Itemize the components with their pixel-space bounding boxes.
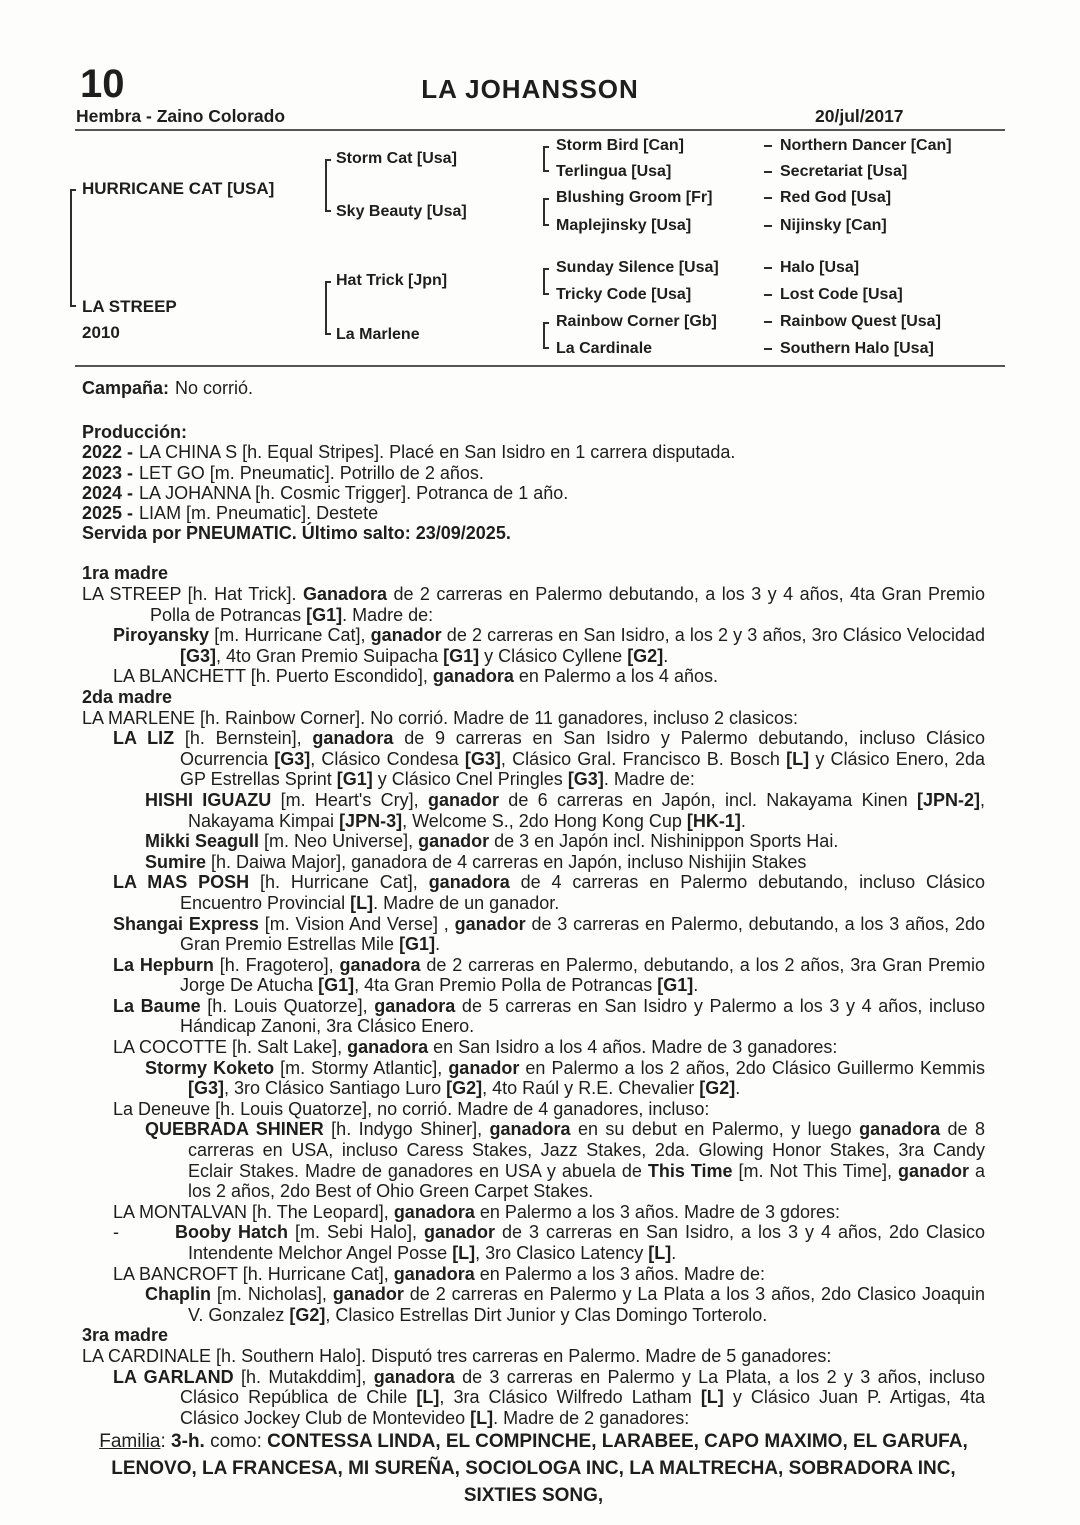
bold-text: [G1] — [336, 769, 373, 790]
bold-text: [G1] — [318, 975, 355, 996]
text: de 2 carreras en Palermo debutando, a los 3 y 4 años, 4ta Gran Premio Polla de Potrancas — [150, 584, 985, 625]
dam-lines-block — [82, 563, 985, 1428]
text: de 8 carreras en USA, incluso Caress Stakes, Jazz Stakes, 2da. Glowing Honor Stakes, 3ra Candy Eclair Stakes. Madre de ganadores en USA y abuela de — [188, 1119, 985, 1181]
text: . — [291, 523, 302, 544]
text: . — [663, 645, 669, 666]
bold-text: La Baume — [113, 995, 201, 1016]
ancestor-name: Lost Code [Usa] — [780, 286, 903, 303]
pedigree-divider-rule — [75, 365, 1005, 367]
production-entry — [82, 442, 985, 462]
bold-text: Stormy Koketo — [145, 1057, 275, 1078]
ancestor-name: La Cardinale — [556, 340, 653, 357]
bold-text: Sumire — [145, 851, 207, 872]
text: , Clasico Estrellas Dirt Junior y Clas Domingo Torterolo. — [325, 1304, 768, 1325]
text: , 4ta Gran Premio Polla de Potrancas — [354, 975, 658, 996]
horse-entry — [82, 1058, 985, 1099]
bold-text: [G2] — [627, 645, 664, 666]
bold-text: [G1] — [657, 975, 694, 996]
text: [m. Neo Universe], — [259, 831, 419, 852]
text: La Deneuve [h. Louis Quatorze], no corrió. Madre de 4 ganadores, incluso: — [113, 1098, 710, 1119]
text: . Madre de: — [342, 604, 434, 625]
bold-text: [G3] — [180, 645, 216, 666]
text: LA MONTALVAN [h. The Leopard], — [113, 1201, 394, 1222]
text: . — [740, 810, 746, 831]
text: LA MARLENE [h. Rainbow Corner]. No corrió. Madre de 11 ganadores, incluso 2 clasicos: — [82, 707, 799, 728]
ancestor-name: Storm Bird [Can] — [556, 137, 684, 154]
bold-text: Servida por — [82, 523, 187, 544]
text: . Madre de 2 ganadores: — [493, 1407, 690, 1428]
text: de 9 carreras en San Isidro y Palermo debutando, incluso Clásico Ocurrencia — [180, 728, 985, 769]
bold-text: 3-h. — [171, 1431, 205, 1453]
text: como: — [204, 1431, 268, 1453]
bold-text: ganadora — [859, 1119, 941, 1140]
birth-date: 20/jul/2017 — [815, 106, 904, 126]
text: , 3ra Clásico Wilfredo Latham — [439, 1387, 701, 1408]
text: LA COCOTTE [h. Salt Lake], — [113, 1037, 348, 1058]
page-title: LA JOHANSSON — [421, 74, 639, 104]
text: . — [735, 1078, 741, 1099]
ancestor-name: Terlingua [Usa] — [556, 163, 672, 180]
dam-year: 2010 — [82, 323, 120, 342]
text: de 2 carreras en Palermo, debutando, a los 2 años, 3ra Gran Premio Jorge De Atucha — [180, 954, 986, 996]
pedigree-dash — [764, 294, 772, 296]
text: , 3ro Clasico Latency — [475, 1243, 649, 1264]
bold-text: [HK-1] — [686, 810, 741, 831]
bold-text: PNEUMATIC — [186, 523, 292, 544]
bold-text: ganador — [898, 1160, 970, 1181]
text: [m. Hurricane Cat], — [209, 625, 371, 646]
ancestor-name: Secretariat [Usa] — [780, 163, 908, 180]
text: LA BANCROFT [h. Hurricane Cat], — [113, 1263, 394, 1284]
text: . — [671, 1243, 677, 1264]
pedigree-dash — [764, 267, 772, 269]
text: en Palermo a los 4 años. — [513, 666, 718, 687]
sex-color-label: Hembra - Zaino Colorado — [76, 106, 286, 126]
ancestor-name: Northern Dancer [Can] — [780, 137, 952, 154]
pedigree-dash — [764, 321, 772, 323]
text: [m. Sebi Halo], — [288, 1222, 424, 1243]
bold-text: [G3] — [464, 748, 501, 769]
bold-text: [L] — [470, 1407, 494, 1428]
text: [h. Fragotero], — [213, 954, 340, 975]
horse-entry — [82, 1202, 985, 1223]
production-year: 2022 - — [82, 442, 134, 463]
text: . — [435, 934, 441, 955]
text: de 3 en Japón incl. Nishinippon Sports Hai. — [489, 831, 839, 852]
bold-text: LA MAS POSH — [113, 872, 250, 893]
bold-text: ganadora — [347, 1037, 429, 1058]
production-text: LIAM [m. Pneumatic]. Destete — [139, 503, 379, 524]
horse-entry — [82, 1264, 985, 1285]
bold-text: ganadora — [374, 995, 456, 1016]
text: de 6 carreras en Japón, incl. Nakayama Kinen — [499, 789, 917, 810]
ancestor-name: Sunday Silence [Usa] — [556, 259, 719, 276]
ancestor-name: Blushing Groom [Fr] — [556, 189, 713, 206]
ancestor-name: Rainbow Corner [Gb] — [556, 313, 717, 330]
pedigree-bracket — [325, 159, 331, 212]
text: , 4to Gran Premio Suipacha — [216, 645, 444, 666]
text: en Palermo a los 3 años. Madre de 3 gdores: — [474, 1201, 841, 1222]
horse-entry — [82, 914, 985, 955]
horse-entry — [82, 831, 985, 852]
text: , 4to Raúl y R.E. Chevalier — [482, 1078, 700, 1099]
production-year: 2024 - — [82, 482, 134, 503]
bold-text: La Hepburn — [113, 954, 214, 975]
bold-text: ganador — [370, 625, 442, 646]
text: LA CARDINALE [h. Southern Halo]. Disputó tres carreras en Palermo. Madre de 5 ganadores: — [82, 1345, 832, 1366]
text: [h. Louis Quatorze], — [200, 995, 375, 1016]
text: , Nakayama Kimpai — [188, 789, 985, 831]
bold-text: [G1] — [399, 934, 436, 955]
horse-entry — [82, 708, 985, 729]
horse-entry — [82, 728, 985, 790]
section-heading: 3ra madre — [82, 1325, 169, 1346]
bold-text: Último salto: 23/09/2025 — [301, 523, 506, 544]
bold-text: ganador — [423, 1222, 495, 1243]
horse-entry — [82, 1346, 985, 1367]
bold-text: [JPN-2] — [916, 789, 980, 810]
text: en Palermo a los 2 años, 2do Clásico Guillermo Kemmis — [519, 1057, 985, 1078]
section-heading: 2da madre — [82, 686, 173, 707]
horse-entry — [82, 790, 985, 831]
production-heading: Producción: — [82, 422, 188, 443]
text: en San Isidro a los 4 años. Madre de 3 ganadores: — [428, 1037, 838, 1058]
bold-text: QUEBRADA SHINER — [145, 1119, 324, 1140]
bold-text: ganador — [448, 1057, 520, 1078]
bold-text: [G1] — [443, 645, 480, 666]
horse-entry — [82, 666, 985, 687]
pedigree-bracket — [543, 146, 549, 172]
bold-text: ganadora — [373, 1366, 455, 1387]
pedigree-dash — [764, 145, 772, 147]
ancestor-name: La Marlene — [336, 326, 420, 343]
text: [m. Stormy Atlantic], — [274, 1057, 449, 1078]
text: LA STREEP [h. Hat Trick]. — [82, 584, 303, 605]
horse-entry — [82, 584, 985, 625]
ancestor-name: Halo [Usa] — [780, 259, 860, 276]
bold-text: [L] — [416, 1387, 440, 1408]
ancestor-name: Storm Cat [Usa] — [336, 150, 457, 167]
pedigree-dash — [764, 171, 772, 173]
bold-text: ganadora — [432, 666, 514, 687]
text: de 4 carreras en Palermo debutando, incluso Clásico Encuentro Provincial — [180, 872, 985, 913]
bold-text: This Time — [647, 1160, 733, 1181]
text: . — [505, 523, 511, 544]
horse-entry — [82, 1119, 985, 1201]
campaign-label: Campaña: — [82, 378, 170, 398]
text: y Clásico Cnel Pringles — [372, 769, 568, 790]
production-year: 2023 - — [82, 462, 134, 483]
text: , 3ro Clásico Santiago Luro — [224, 1078, 447, 1099]
ancestor-name: Red God [Usa] — [780, 189, 892, 206]
bold-text: LA LIZ — [113, 728, 175, 749]
text: . Madre de: — [603, 769, 695, 790]
bold-text: Ganadora — [302, 584, 387, 605]
bold-text: CONTESSA LINDA, EL COMPINCHE, LARABEE, CAPO MAXIMO, EL GARUFA, LENOVO, LA FRANCESA, MI SUREÑA, SOCIOLOGA INC, LA MALTRECHA, SOBRADORA INC, SIXTIES SONG, — [111, 1431, 968, 1507]
bold-text: Mikki Seagull — [145, 831, 260, 852]
bold-text: ganadora — [393, 1201, 475, 1222]
pedigree-bracket — [325, 281, 331, 335]
bold-text: [L] — [350, 892, 374, 913]
pedigree-dash — [764, 197, 772, 199]
ancestor-name: Sky Beauty [Usa] — [336, 203, 467, 220]
production-year: 2025 - — [82, 503, 134, 524]
bold-text: [L] — [786, 748, 810, 769]
bold-text: [L] — [700, 1387, 724, 1408]
ancestor-name: Nijinsky [Can] — [780, 217, 887, 234]
pedigree-bracket — [543, 198, 549, 226]
production-entries — [82, 442, 985, 523]
text: en Palermo a los 3 años. Madre de: — [474, 1263, 765, 1284]
bold-text: [L] — [648, 1243, 672, 1264]
bold-text: [L] — [452, 1243, 476, 1264]
text: [h. Mutakddim], — [233, 1366, 374, 1387]
text: y Clásico Juan P. Artigas, 4ta Clásico Jockey Club de Montevideo — [180, 1387, 985, 1428]
sire-name: HURRICANE CAT [USA] — [82, 179, 275, 198]
pedigree-dash — [764, 348, 772, 350]
text: de 3 carreras en San Isidro, a los 3 y 4 años, 2do Clasico Intendente Melchor Angel Posse — [188, 1222, 985, 1264]
bold-text: [G3] — [188, 1078, 224, 1099]
horse-entry — [82, 955, 985, 996]
text: en su debut en Palermo, y luego — [570, 1119, 860, 1140]
text: y Clásico Enero, 2da GP Estrellas Sprint — [180, 748, 985, 790]
horse-entry — [82, 1099, 985, 1120]
horse-entry — [82, 872, 985, 913]
bold-text: [G2] — [446, 1078, 483, 1099]
dam-name: LA STREEP — [82, 297, 177, 316]
page-number: 10 — [80, 62, 125, 106]
text: , Clásico Condesa — [310, 748, 465, 769]
bold-text: ganadora — [393, 1263, 475, 1284]
ancestor-name: Hat Trick [Jpn] — [336, 272, 448, 289]
ancestor-name: Rainbow Quest [Usa] — [780, 313, 941, 330]
horse-entry — [82, 1222, 985, 1263]
text: , Welcome S., 2do Hong Kong Cup — [402, 810, 687, 831]
production-text: LET GO [m. Pneumatic]. Potrillo de 2 años. — [139, 462, 484, 483]
bold-text: ganadora — [312, 728, 394, 749]
header-divider-rule — [75, 129, 1005, 131]
horse-entry — [82, 996, 985, 1037]
production-text: LA JOHANNA [h. Cosmic Trigger]. Potranca de 1 año. — [139, 482, 569, 503]
text: [m. Not This Time], — [732, 1160, 899, 1181]
bold-text: [G2] — [699, 1078, 736, 1099]
ancestor-name: Tricky Code [Usa] — [556, 286, 692, 303]
ancestor-name: Southern Halo [Usa] — [780, 340, 934, 357]
text: . — [693, 975, 699, 996]
text: [h. Bernstein], — [174, 728, 313, 749]
bold-text: [JPN-3] — [339, 810, 403, 831]
ancestor-name: Maplejinsky [Usa] — [556, 217, 692, 234]
section-heading: 1ra madre — [82, 563, 169, 584]
campaign-line — [82, 378, 985, 398]
bold-text: ganador — [454, 913, 526, 934]
production-entry — [82, 503, 985, 523]
horse-entry — [82, 625, 985, 666]
text: de 2 carreras en Palermo y La Plata a los 3 años, 2do Clasico Joaquin V. Gonzalez — [188, 1284, 986, 1325]
text: de 2 carreras en San Isidro, a los 2 y 3 años, 3ro Clásico Velocidad — [441, 625, 985, 646]
bold-text: HISHI IGUAZU — [145, 789, 272, 810]
text: : — [160, 1431, 172, 1453]
text: [m. Heart's Cry], — [271, 789, 428, 810]
text: a los 2 años, 2do Best of Ohio Green Carpet Stakes. — [188, 1160, 986, 1202]
pedigree-bracket — [543, 268, 549, 295]
text: [h. Hurricane Cat], — [249, 872, 429, 893]
bold-text: ganadora — [489, 1119, 571, 1140]
pedigree-bracket — [543, 322, 549, 349]
bold-text: Booby Hatch — [175, 1222, 288, 1243]
horse-entry — [82, 1284, 985, 1325]
served-line — [82, 523, 985, 543]
bold-text: ganador — [332, 1284, 404, 1305]
production-text: LA CHINA S [h. Equal Stripes]. Placé en San Isidro en 1 carrera disputada. — [139, 442, 736, 463]
production-entry — [82, 483, 985, 503]
bold-text: ganadora — [428, 872, 510, 893]
bold-text: ganador — [427, 789, 499, 810]
production-entry — [82, 463, 985, 483]
bold-text: ganadora — [339, 954, 421, 975]
horse-entry — [82, 852, 985, 873]
text: y Clásico Cyllene — [479, 645, 628, 666]
text: LA BLANCHETT [h. Puerto Escondido], — [113, 666, 433, 687]
text: de 3 carreras en Palermo y La Plata, a los 2 y 3 años, incluso Clásico República de Chile — [180, 1366, 985, 1408]
campaign-value: No corrió. — [175, 378, 254, 398]
text: de 3 carreras en Palermo, debutando, a los 3 años, 2do Gran Premio Estrellas Mile — [180, 913, 985, 955]
bold-text: ganador — [418, 831, 490, 852]
bold-text: Shangai Express — [113, 913, 259, 934]
text: [m. Vision And Verse] , — [258, 913, 455, 934]
family-line — [82, 1428, 985, 1509]
text: [h. Indygo Shiner], — [323, 1119, 490, 1140]
text: de 5 carreras en San Isidro y Palermo a los 3 y 4 años, incluso Hándicap Zanoni, 3ra Clásico Enero. — [180, 995, 985, 1037]
production-block — [82, 422, 985, 543]
bold-text: [G1] — [306, 604, 343, 625]
horse-entry — [82, 1367, 985, 1429]
bold-text: [G2] — [289, 1304, 326, 1325]
bold-text: Piroyansky — [113, 625, 210, 646]
pedigree-dash — [764, 225, 772, 227]
pedigree-chart — [0, 135, 1080, 367]
horse-entry — [82, 1037, 985, 1058]
text-column — [82, 378, 985, 1509]
text: [m. Nicholas], — [211, 1284, 333, 1305]
text: , Clásico Gral. Francisco B. Bosch — [500, 748, 787, 769]
list-dash: - — [113, 1222, 119, 1243]
text: [h. Daiwa Major], ganadora de 4 carreras en Japón, incluso Nishijin Stakes — [206, 851, 807, 872]
bold-text: [G3] — [567, 769, 604, 790]
text: Familia — [99, 1431, 161, 1453]
bold-text: [G3] — [274, 748, 311, 769]
text: . Madre de un ganador. — [373, 892, 560, 913]
pedigree-bracket — [70, 189, 76, 307]
bold-text: Chaplin — [145, 1284, 211, 1305]
bold-text: LA GARLAND — [113, 1366, 234, 1387]
